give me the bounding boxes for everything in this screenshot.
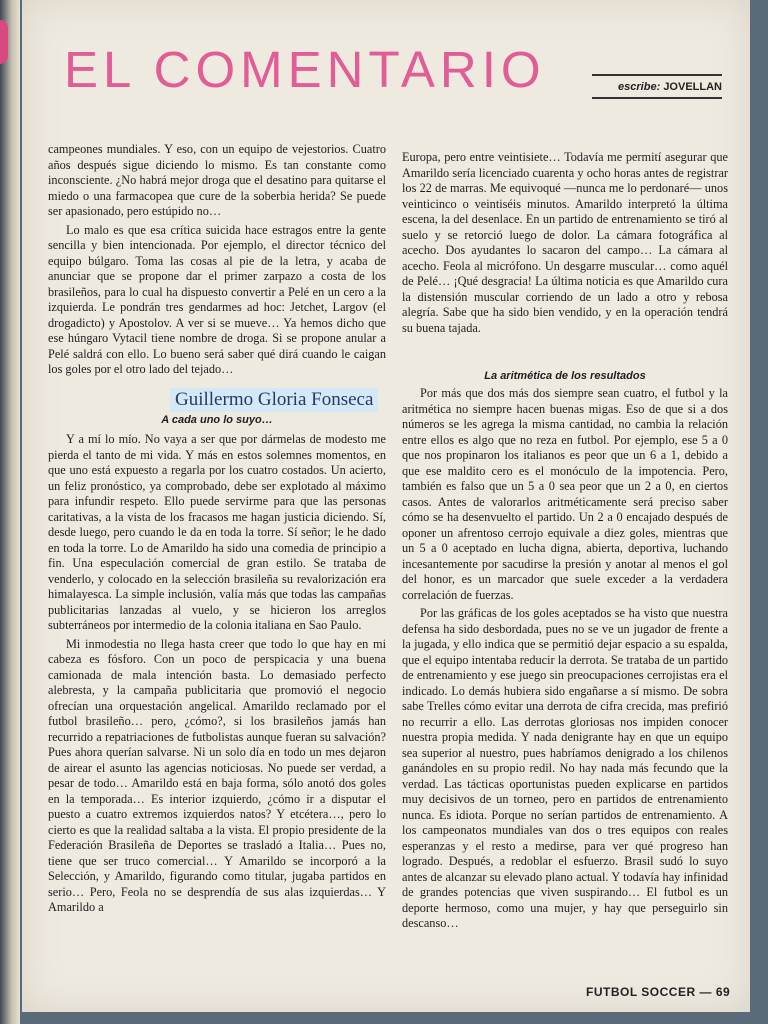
paragraph: Y a mí lo mío. No vaya a ser que por dármelas de modesto me pierda el tanto de mi vida. Y más en estos solemnes momentos, en que uno está expuesto a regarla por los cuatro costados. Un acierto, un feliz pronóstico, ya comprobado, debe ser explotado al máximo para infundir respeto. Ello puede servirme para que las personas caritativas, a la vista de los fracasos me hagan justicia diciendo. Sí, desde luego, pero cuando le da en toda la torre. Sí señor; le he dado en toda la torre. Lo de Amarildo ha sido una comedia de principio a fin. Una especulación comercial de gran estilo. Se trataba de venderlo, y colocado en la selección brasileña su revalorización era himalayesca. La simple inclusión, valía más que todas las campañas publicitarias lanzadas al vuelo, y se hicieron los arreglos subterráneos por intermedio de la colonia italiana en Sao Paulo. [48,432,386,632]
byline-author: JOVELLAN [663,81,722,93]
paragraph: Lo malo es que esa crítica suicida hace estragos entre la gente sencilla y bien intencionada. Por ejemplo, el director técnico del equipo búlgaro. Toma las cosas al pie de la letra, y acaba de anunciar que se propone dar el primer zarpazo a costa de los brasileños, para lo cual ha dispuesto convertir a Pelé en un cero a la izquierda. Le pondrán tres gendarmes ad hoc: Jetchet, Largov (el drogadicto) y Apostolov. A ver si se mueve… Ya hemos dicho que ese húngaro Vytacil tiene nombre de droga. Si se propone anular a Pelé saldrá con ello. Lo bueno será saber qué dirá cuando le caigan los goles por el otro lado del tejado… [48,222,386,376]
paragraph: campeones mundiales. Y eso, con un equipo de vejestorios. Cuatro años después sigue diciendo lo mismo. Es tan constante como inconsciente. ¿No habrá mejor droga que el desatino para quitarse el miedo o una farmacopea que cure de la soberbia herida? Se puede ser apasionado, pero estúpido no… [48,142,386,218]
magazine-name: FUTBOL SOCCER [586,985,696,999]
right-column-bottom [402,386,728,935]
paragraph: Por más que dos más dos siempre sean cuatro, el futbol y la aritmética no siempre hacen buenas migas. Eso de que si a dos números se les agrega la misma cantidad, no cambia la relación entre ellos es algo que no reza en futbol. Por ejemplo, ese 5 a 0 que nos propinaron los italianos es peor que un 6 a 1, debido a que ese maldito cero es el monóculo de la impotencia. Pero, también es falso que un 5 a 0 sea peor que un 2 a 0, en ciertos casos. Antes de valorarlos aritméticamente será preciso saber cómo se ha desenvuelto el partido. Un 2 a 0 encajado después de oponer un afrentoso cerrojo equivale a diez goles, mientras que un 5 a 0 aceptado en lucha digna, abierta, deportiva, luchando incesantemente por sacudirse la presión y anotar al menos el gol del honor, es un marcador que suele exceder a la verdadera correlación de fuerzas. [402,386,728,602]
article-title: EL COMENTARIO [64,41,546,98]
byline [592,74,722,99]
page-number: 69 [715,985,731,999]
paragraph: Por las gráficas de los goles aceptados se ha visto que nuestra defensa ha sido desbordada, pues no se ve un jugador de frente a la jugada, y ello indica que se permitió dejar espacio a su espalda, que el equipo intentaba reducir la derrota. Se trataba de un partido de entrenamiento y ese juego sin preocupaciones cerrojistas era el indicado. Lo demás hubiera sido engañarse a sí mismo. De sobra sabe Trelles cómo evitar una derrota de cifra crecida, mas prefirió no recurrir a ello. Las derrotas gloriosas nos impiden conocer nuestra propia medida. Y nada denigrante hay en que un equipo sea superior al nuestro, pues habríamos denigrado a los chilenos ganándoles en su propio redil. No hay nada más fecundo que la verdad. Las tácticas oportunistas pueden explicarse en partidos muy decisivos de un torneo, pero en partidos de entrenamiento nunca. Es idiota. Porque no serían partidos de entrenamiento. A los campeonatos mundiales van dos o tres equipos con reales esperanzas y el resto a medirse, para ver qué progreso han logrado. Después, a redoblar el esfuerzo. Brasil sudó lo suyo antes de alcanzar su elevado plano actual. Y todavía hay infinidad de grandes potencias que viven suspirando… El futbol es un deporte hermoso, como una mujer, y hay que perseguirlo sin descanso… [402,606,728,930]
subhead-a-cada-uno: A cada uno lo suyo… [161,414,273,426]
previous-page-pink-mark [0,20,8,64]
paragraph: Mi inmodestia no llega hasta creer que todo lo que hay en mi cabeza es fósforo. Con un poco de perspicacia y una buena camionada de mala intención basta. Lo demasiado perfecto alebresta, y la campaña publicitaria que promovió el negocio ofrecían una orquestación angelical. Amarildo reclamado por el futbol brasileño… pero, ¿cómo?, si los brasileños jamás han recurrido a repatriaciones de futbolistas aunque fueran su salvación? Pues ahora querían salvarse. Ni un solo día en todo un mes dejaron de airear el asunto las agencias noticiosas. No puede ser verdad, a pesar de todo… Amarildo está en baja forma, sólo anotó dos goles en la temporada… Es interior izquierdo, ¿cómo ir a disputar el puesto a cuatro extremos izquierdos natos? Y etcétera…, pero lo cierto es que la realidad saltaba a la vista. El propio presidente de la Federación Brasileña de Deportes se trasladó a Italia… Pues no, tiene que ser truco comercial… Y Amarildo se incorporó a la Selección, y Amarildo, figurando como titular, jugaba partidos en serio… Pero, Feola no se desprendía de sus alas izquierdas… Y Amarildo a [48,636,386,914]
footer-separator: — [699,985,712,999]
right-column-top [402,150,728,339]
subhead-aritmetica: La aritmética de los resultados [484,370,646,382]
magazine-page [22,0,750,1012]
paragraph: Europa, pero entre veintisiete… Todavía me permití asegurar que Amarildo sería licenciado cuarenta y ocho horas antes de registrar los 22 de marras. Me equivoqué —nunca me lo perdonaré— unos veinticinco o veintiséis minutos. Amarildo interpretó la última escena, la del desenlace. En un partido de entrenamiento se tiró al suelo y se retorció luego de dolor. La cámara fotográfica al acecho. Dos ayudantes lo sacaron del campo… La cámara al acecho. Feola al micrófono. Un desgarre muscular… como aquél de Pelé… ¡Qué desgracia! La última noticia es que Amarildo cura la distensión muscular corriendo de un lado a otro y rebosa alegría. Sabe que ha sido bien vendido, y en la operación tendrá su buena tajada. [402,150,728,335]
left-column-top [48,142,386,381]
byline-label: escribe: [618,81,661,93]
watermark-label: Guillermo Gloria Fonseca [170,388,378,412]
page-footer [586,985,730,999]
previous-page-edge [0,0,20,1024]
left-column-bottom [48,432,386,919]
